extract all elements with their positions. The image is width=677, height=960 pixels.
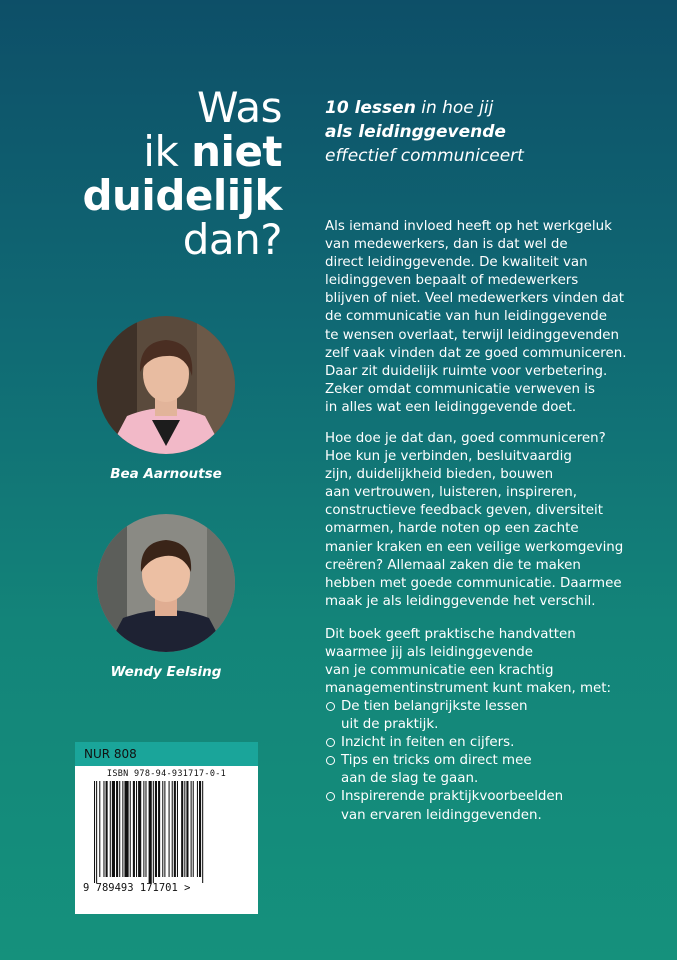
- barcode-bar: [133, 781, 135, 877]
- title-line-2: [50, 127, 282, 176]
- text-line: De tien belangrijkste lessen: [341, 699, 528, 714]
- title-line-1: Was: [197, 83, 282, 132]
- barcode-bar: [103, 781, 104, 877]
- barcode-bar: [186, 781, 188, 877]
- text-line: te wensen overlaat, terwijl leidinggevenden: [325, 327, 619, 343]
- author-photo-wendy: [97, 514, 235, 652]
- circle-bullet-icon: [326, 792, 335, 801]
- barcode-bar: [202, 781, 203, 883]
- tagline: [325, 96, 524, 168]
- barcode-bar: [155, 781, 157, 877]
- circle-bullet-icon: [326, 738, 335, 747]
- author-name-2: Wendy Eelsing: [110, 664, 222, 680]
- text-line: Als iemand invloed heeft op het werkgeluk: [325, 219, 612, 234]
- text-line: omarmen, harde noten op een zachte: [325, 521, 579, 537]
- text-line: constructieve feedback geven, diversiteit: [325, 503, 603, 519]
- barcode-digits: 9 789493 171701 >: [83, 882, 191, 894]
- text-line: hebben met goede communicatie. Daarmee: [325, 575, 622, 591]
- text-line: van ervaren leidinggevenden.: [341, 807, 542, 823]
- tagline-line-1-bold: 10 lessen: [325, 98, 416, 118]
- barcode-bar: [145, 781, 146, 877]
- tagline-line-1: [325, 96, 524, 120]
- list-item: [325, 698, 655, 734]
- barcode-bar: [199, 781, 201, 877]
- text-line: Inspirerende praktijkvoorbeelden: [341, 789, 564, 805]
- barcode-bar: [122, 781, 123, 877]
- barcode-bar: [106, 781, 108, 877]
- text-line: aan de slag te gaan.: [341, 771, 479, 787]
- text-line: de communicatie van hun leidinggevende: [325, 309, 607, 325]
- text-line: direct leidinggevende. De kwaliteit van: [325, 255, 588, 271]
- text-line: Zeker omdat communicatie verweven is: [325, 381, 595, 397]
- tagline-line-2: als leidinggevende: [325, 122, 506, 142]
- barcode-bar: [177, 781, 178, 877]
- barcode-bar: [99, 781, 100, 877]
- text-line: leidinggeven bepaalt of medewerkers: [325, 273, 579, 289]
- barcode-bar: [116, 781, 118, 877]
- barcode-bar: [136, 781, 137, 877]
- title-line-4: dan?: [182, 215, 282, 264]
- tagline-line-1-rest: in hoe jij: [415, 98, 494, 118]
- barcode-bar: [191, 781, 192, 877]
- text-line: Hoe kun je verbinden, besluitvaardig: [325, 449, 572, 465]
- isbn-label: ISBN 978-94-931717-0-1: [106, 769, 227, 779]
- text-line: Hoe doe je dat dan, goed communiceren?: [325, 431, 606, 446]
- list-item: [325, 752, 655, 788]
- text-line: Inzicht in feiten en cijfers.: [341, 735, 515, 751]
- book-title: [50, 83, 282, 264]
- barcode-bar: [169, 781, 170, 877]
- author-photo-bea: [97, 316, 235, 454]
- text-line: waarmee jij als leidinggevende: [325, 645, 533, 661]
- barcode-bar: [124, 781, 128, 877]
- barcode-bar: [162, 781, 163, 877]
- feature-list: [325, 698, 655, 825]
- barcode-bar: [96, 781, 97, 883]
- barcode-bar: [110, 781, 111, 877]
- list-item: [325, 734, 655, 752]
- body-paragraph-1: [325, 218, 655, 417]
- barcode-bar: [143, 781, 144, 877]
- author-name-1: Bea Aarnoutse: [110, 466, 222, 482]
- text-line: uit de praktijk.: [341, 717, 439, 733]
- text-line: blijven of niet. Veel medewerkers vinden dat: [325, 291, 625, 307]
- barcode-bar: [172, 781, 173, 877]
- barcode-bar: [181, 781, 183, 877]
- barcode-bar: [197, 781, 198, 877]
- nur-code: NUR 808: [75, 742, 258, 766]
- text-line: in alles wat een leidinggevende doet.: [325, 399, 577, 415]
- barcode-bar: [119, 781, 120, 877]
- title-line-2-bold: niet: [191, 127, 282, 176]
- barcode-bar: [193, 781, 194, 877]
- barcode-bar: [158, 781, 160, 877]
- title-line-3: duidelijk: [82, 171, 282, 220]
- barcode-bar: [174, 781, 176, 877]
- barcode-bar: [130, 781, 131, 877]
- barcode-bar: [153, 781, 154, 883]
- list-item: [325, 788, 655, 824]
- text-line: Daar zit duidelijk ruimte voor verbetering.: [325, 363, 608, 379]
- barcode-bar: [149, 781, 152, 883]
- body-paragraph-3: [325, 626, 655, 698]
- title-line-2-prefix: ik: [143, 127, 192, 176]
- text-line: aan vertrouwen, luisteren, inspireren,: [325, 485, 578, 501]
- circle-bullet-icon: [326, 756, 335, 765]
- barcode-bar: [164, 781, 165, 877]
- circle-bullet-icon: [326, 702, 335, 711]
- text-line: zijn, duidelijkheid bieden, bouwen: [325, 467, 554, 483]
- text-line: Tips en tricks om direct mee: [341, 753, 532, 769]
- text-line: van medewerkers, dan is dat wel de: [325, 237, 568, 253]
- barcode-bar: [184, 781, 185, 877]
- text-line: creëren? Allemaal zaken die te maken: [325, 557, 581, 573]
- barcode-bar: [112, 781, 115, 877]
- body-paragraph-2: [325, 430, 655, 611]
- text-line: manier kraken en een veilige werkomgeving: [325, 539, 624, 555]
- barcode-bar: [94, 781, 95, 883]
- barcode-graphic: [94, 781, 244, 883]
- text-line: maak je als leidinggevende het verschil.: [325, 593, 596, 609]
- barcode-bar: [138, 781, 141, 877]
- text-line: managementinstrument kunt maken, met:: [325, 681, 612, 697]
- tagline-line-3: effectief communiceert: [325, 146, 524, 166]
- text-line: Dit boek geeft praktische handvatten: [325, 627, 576, 642]
- text-line: zelf vaak vinden dat ze goed communiceren.: [325, 345, 627, 361]
- text-line: van je communicatie een krachtig: [325, 663, 554, 679]
